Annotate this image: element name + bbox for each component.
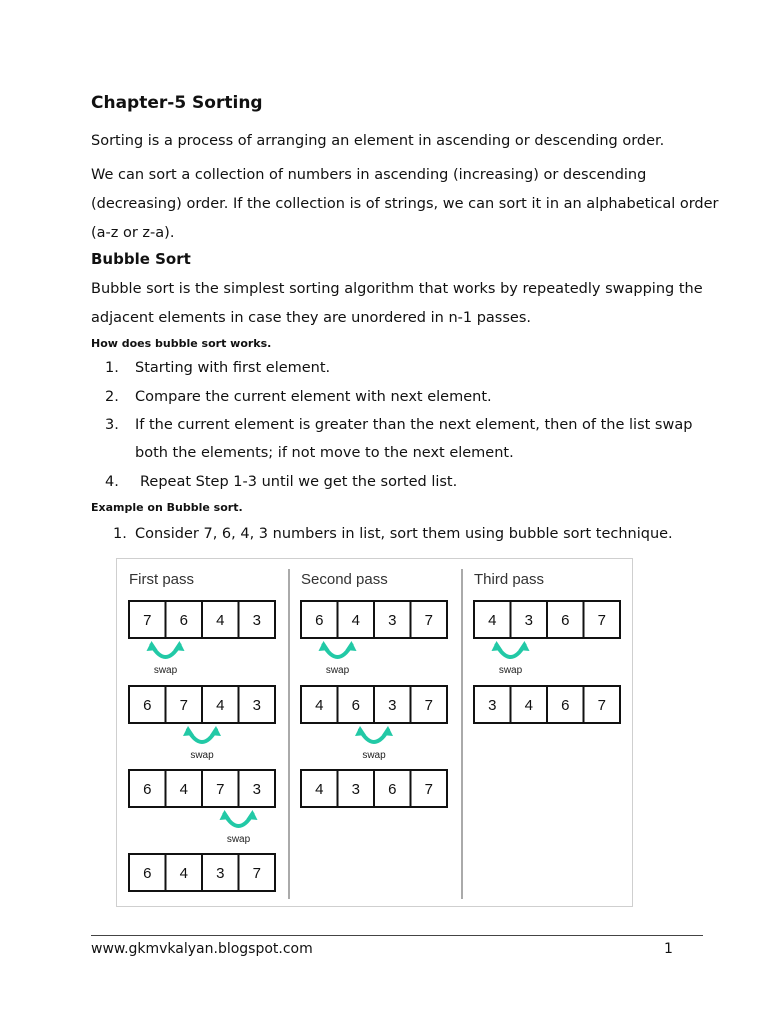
pass-title: First pass [129,571,195,588]
cell-value: 7 [252,865,261,882]
cell-value: 6 [315,612,324,629]
cell-value: 7 [143,612,152,629]
step-text: Repeat Step 1-3 until we get the sorted list. [140,474,458,490]
arrowhead-icon [220,810,231,820]
cell-value: 6 [179,612,188,629]
example-text: Consider 7, 6, 4, 3 numbers in list, sort them using bubble sort technique. [135,526,673,542]
bubble-sort-diagram-svg [117,559,634,908]
step-text: If the current element is greater than the next element, then of the list swap both the elements; if not move to the next element. [135,417,693,461]
cell-value: 3 [388,697,397,714]
page-number: 1 [664,941,673,957]
arrowhead-icon [346,641,357,651]
arrowhead-icon [382,726,393,736]
cell-value: 4 [216,612,225,629]
arrowhead-icon [519,641,530,651]
footer-url: www.gkmvkalyan.blogspot.com [91,941,313,957]
cell-value: 7 [424,612,433,629]
swap-label: swap [190,750,214,761]
arrowhead-icon [319,641,330,651]
cell-value: 3 [524,612,533,629]
swap-arrow-icon [497,645,525,657]
arrowhead-icon [174,641,185,651]
step-number: 3. [105,417,119,433]
swap-arrow-icon [360,730,388,742]
cell-value: 3 [252,781,261,798]
arrowhead-icon [183,726,194,736]
footer-divider [91,935,703,936]
swap-arrow-icon [225,814,253,826]
swap-label: swap [153,665,178,676]
sorting-paragraph: We can sort a collection of numbers in ascending (increasing) or descending (decreasing) order. If the collection is of strings, we can sort it in an alphabetical order (a-z or z-a). [91,167,719,241]
cell-value: 7 [424,697,433,714]
cell-value: 6 [388,781,397,798]
intro-paragraph: Sorting is a process of arranging an element in ascending or descending order. [91,133,665,149]
bubble-sort-description: Bubble sort is the simplest sorting algorithm that works by repeatedly swapping the adjacent elements in case they are unordered in n-1 passes. [91,281,703,326]
swap-label: swap [325,665,350,676]
cell-value: 6 [143,865,152,882]
arrowhead-icon [147,641,158,651]
cell-value: 3 [252,697,261,714]
cell-value: 4 [488,612,497,629]
swap-arrow-icon [152,645,180,657]
step-number: 4. [105,474,119,490]
cell-value: 7 [216,781,225,798]
arrowhead-icon [210,726,221,736]
cell-value: 4 [179,865,188,882]
swap-label: swap [226,834,251,845]
cell-value: 7 [597,697,606,714]
arrowhead-icon [247,810,258,820]
chapter-title: Chapter-5 Sorting [91,93,263,113]
cell-value: 4 [179,781,188,798]
cell-value: 3 [488,697,497,714]
cell-value: 3 [388,612,397,629]
bubble-sort-diagram [116,558,633,907]
step-text: Starting with first element. [135,360,331,376]
swap-label: swap [498,665,523,676]
step-number: 2. [105,389,119,405]
swap-arrow-icon [324,645,352,657]
cell-value: 6 [561,612,570,629]
cell-value: 3 [351,781,360,798]
cell-value: 6 [561,697,570,714]
example-heading: Example on Bubble sort. [91,501,243,514]
cell-value: 6 [351,697,360,714]
cell-value: 4 [315,697,324,714]
cell-value: 3 [252,612,261,629]
cell-value: 4 [216,697,225,714]
cell-value: 6 [143,697,152,714]
arrowhead-icon [355,726,366,736]
cell-value: 6 [143,781,152,798]
cell-value: 7 [179,697,188,714]
swap-arrow-icon [188,730,216,742]
cell-value: 7 [424,781,433,798]
pass-title: Third pass [474,571,545,588]
swap-label: swap [362,750,386,761]
cell-value: 3 [216,865,225,882]
cell-value: 7 [597,612,606,629]
bubble-sort-heading: Bubble Sort [91,250,191,268]
cell-value: 4 [524,697,533,714]
pass-title: Second pass [301,571,388,588]
step-number: 1. [105,360,119,376]
step-text: Compare the current element with next element. [135,389,492,405]
arrowhead-icon [492,641,503,651]
example-number: 1. [113,526,127,542]
cell-value: 4 [315,781,324,798]
how-heading: How does bubble sort works. [91,337,272,350]
cell-value: 4 [351,612,360,629]
